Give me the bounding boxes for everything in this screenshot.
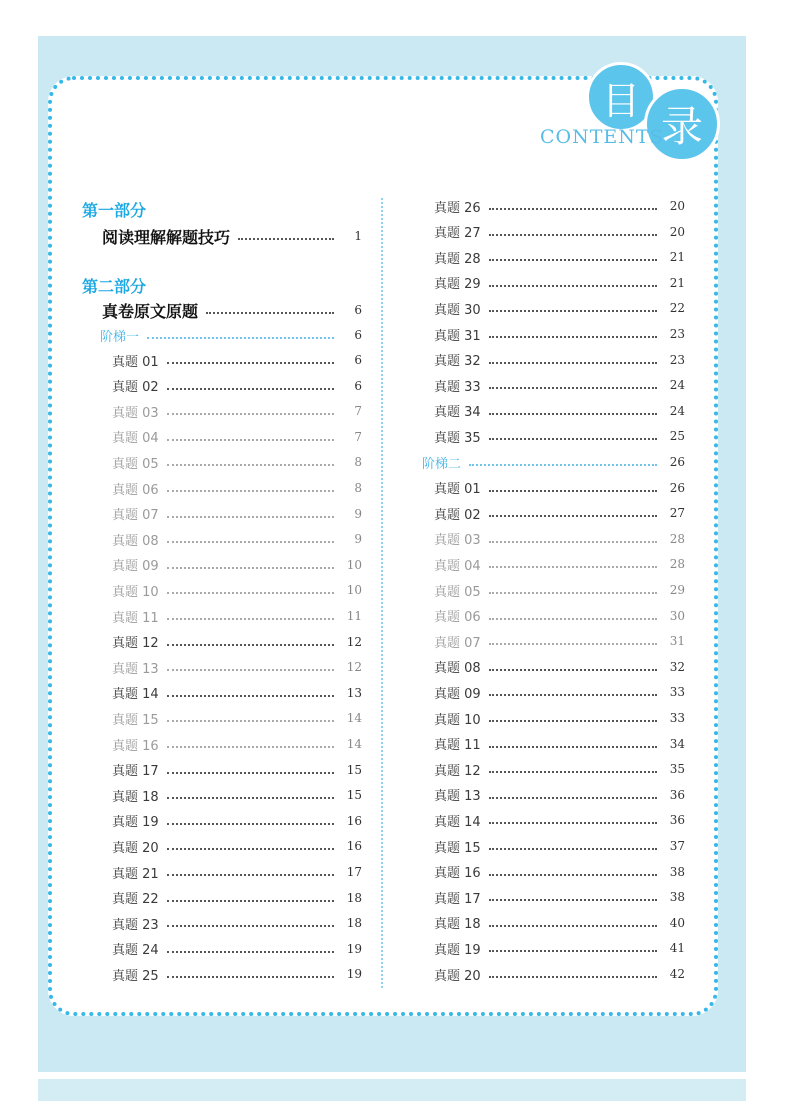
- toc-entry-page-number: 6: [354, 303, 362, 317]
- toc-entry-page-number: 34: [669, 736, 685, 751]
- dot-leader: [167, 490, 334, 492]
- toc-entry-label: 真题 15: [434, 840, 481, 856]
- dot-leader: [167, 644, 334, 646]
- toc-entry-page-number: 26: [669, 480, 685, 495]
- toc-entry-page-number: 12: [346, 634, 362, 649]
- toc-entry: [434, 222, 685, 242]
- toc-entry-page-number: 35: [669, 762, 685, 777]
- dot-leader: [238, 238, 334, 240]
- toc-entry-page-number: 36: [669, 787, 685, 802]
- dot-leader: [167, 439, 334, 441]
- toc-entry-page-number: 28: [669, 557, 685, 572]
- toc-entry: [434, 478, 685, 498]
- dot-leader: [489, 541, 657, 543]
- dot-leader: [489, 362, 657, 364]
- toc-entry: [434, 273, 685, 293]
- toc-entry: [434, 298, 685, 318]
- toc-entry: [434, 862, 685, 882]
- toc-entry: [434, 964, 685, 984]
- toc-entry: [434, 682, 685, 702]
- title-badge-mu: 目: [586, 62, 656, 132]
- column-divider: [381, 198, 383, 988]
- toc-entry-page-number: 42: [669, 967, 685, 981]
- toc-entry-label: 真题 35: [434, 430, 481, 446]
- toc-entry-label: 真题 02: [112, 380, 159, 396]
- toc-entry-label: 真题 30: [434, 302, 481, 318]
- dot-leader: [167, 567, 334, 569]
- dot-leader: [167, 464, 334, 466]
- dot-leader: [167, 925, 334, 927]
- toc-entry-page-number: 33: [669, 685, 685, 700]
- toc-entry-label: 真题 18: [112, 789, 159, 805]
- dot-leader: [489, 669, 657, 671]
- toc-entry-page-number: 22: [669, 301, 685, 316]
- toc-entry-label: 真卷原文原题: [102, 301, 199, 321]
- dot-leader: [147, 337, 334, 339]
- toc-entry-page-number: 11: [346, 609, 362, 623]
- toc-entry-label: 真题 03: [434, 533, 481, 549]
- toc-entry: [112, 376, 362, 396]
- toc-entry-label: 真题 12: [434, 763, 481, 779]
- dot-leader: [167, 413, 334, 415]
- dot-leader: [167, 772, 334, 774]
- toc-entry: [112, 760, 362, 780]
- dot-leader: [489, 336, 657, 338]
- dot-leader: [489, 925, 657, 927]
- toc-entry-label: 真题 01: [112, 354, 159, 370]
- toc-entry: [112, 683, 362, 703]
- toc-entry: [434, 836, 685, 856]
- toc-entry-label: 真题 24: [112, 943, 159, 959]
- toc-entry-label: 真题 19: [434, 942, 481, 958]
- dot-leader: [489, 592, 657, 594]
- toc-entry-page-number: 38: [669, 890, 685, 905]
- toc-entry-label: 真题 09: [112, 559, 159, 575]
- toc-entry-page-number: 20: [669, 224, 685, 239]
- toc-entry-page-number: 15: [346, 788, 362, 803]
- toc-entry-page-number: 1: [354, 229, 362, 243]
- toc-entry-label: 真题 27: [434, 226, 481, 242]
- toc-entry: [112, 811, 362, 831]
- dot-leader: [167, 516, 334, 518]
- toc-entry-page-number: 9: [354, 506, 362, 521]
- toc-entry: [434, 657, 685, 677]
- toc-entry-label: 真题 29: [434, 277, 481, 293]
- toc-entry-page-number: 37: [669, 839, 685, 853]
- toc-entry-label: 真题 10: [112, 584, 159, 600]
- toc-entry: [112, 862, 362, 882]
- toc-entry-label: 真题 04: [434, 558, 481, 574]
- toc-entry-label: 真题 26: [434, 200, 481, 216]
- dot-leader: [489, 515, 657, 517]
- toc-entry-page-number: 7: [354, 429, 362, 444]
- toc-entry: [434, 503, 685, 523]
- toc-entry-label: 真题 01: [434, 482, 481, 498]
- toc-entry-label: 真题 11: [112, 610, 159, 626]
- toc-entry-page-number: 10: [346, 583, 362, 598]
- toc-entry-page-number: 17: [346, 865, 362, 879]
- dot-leader: [167, 951, 334, 953]
- toc-entry: [112, 964, 362, 984]
- toc-entry: [434, 938, 685, 958]
- toc-entry-page-number: 28: [669, 531, 685, 546]
- toc-entry-label: 真题 15: [112, 712, 159, 728]
- toc-entry-page-number: 36: [669, 813, 685, 828]
- toc-entry-label: 真题 13: [112, 661, 159, 677]
- toc-entry: [434, 913, 685, 933]
- toc-entry: [434, 708, 685, 728]
- dot-leader: [489, 694, 657, 696]
- dot-leader: [489, 490, 657, 492]
- toc-entry: [112, 785, 362, 805]
- toc-entry-page-number: 19: [346, 941, 362, 956]
- toc-entry-label: 真题 16: [112, 738, 159, 754]
- toc-entry-label: 真题 14: [434, 814, 481, 830]
- dot-leader: [167, 900, 334, 902]
- toc-entry: [112, 657, 362, 677]
- dot-leader: [167, 388, 334, 390]
- dot-leader: [489, 771, 657, 773]
- toc-entry-page-number: 12: [346, 660, 362, 675]
- toc-entry-page-number: 29: [669, 583, 685, 597]
- dot-leader: [489, 208, 657, 210]
- toc-entry: [112, 632, 362, 652]
- dot-leader: [489, 234, 657, 236]
- toc-entry-page-number: 31: [669, 634, 685, 649]
- toc-entry: [112, 504, 362, 524]
- toc-entry-label: 真题 23: [112, 917, 159, 933]
- toc-entry-page-number: 24: [669, 378, 685, 393]
- toc-entry-page-number: 41: [669, 941, 685, 956]
- toc-entry-label: 真题 19: [112, 815, 159, 831]
- toc-entry-label: 真题 08: [112, 533, 159, 549]
- dot-leader: [167, 618, 334, 620]
- dot-leader: [489, 899, 657, 901]
- toc-entry: [112, 452, 362, 472]
- toc-entry: [434, 529, 685, 549]
- dot-leader: [167, 720, 334, 722]
- toc-entry-page-number: 13: [346, 685, 362, 700]
- toc-entry: [112, 888, 362, 908]
- dot-leader: [167, 874, 334, 876]
- dot-leader: [167, 848, 334, 850]
- toc-entry-page-number: 18: [346, 916, 362, 931]
- toc-entry: [102, 300, 362, 320]
- toc-entry-label: 真题 04: [112, 431, 159, 447]
- dot-leader: [206, 312, 334, 314]
- dot-leader: [489, 950, 657, 952]
- toc-entry-page-number: 33: [669, 711, 685, 725]
- dot-leader: [489, 822, 657, 824]
- toc-entry-label: 真题 18: [434, 917, 481, 933]
- part-one-title: 第一部分: [82, 201, 147, 220]
- title-badge-lu: 录: [644, 86, 720, 162]
- toc-entry-label: 真题 10: [434, 712, 481, 728]
- toc-entry-page-number: 23: [669, 352, 685, 367]
- dot-leader: [489, 976, 657, 978]
- toc-entry-page-number: 14: [346, 711, 362, 726]
- toc-entry-page-number: 15: [346, 762, 362, 777]
- toc-entry-label: 真题 21: [112, 866, 159, 882]
- toc-entry-label: 真题 03: [112, 405, 159, 421]
- toc-entry-label: 真题 20: [434, 968, 481, 984]
- dot-leader: [489, 310, 657, 312]
- toc-entry-page-number: 20: [669, 199, 685, 213]
- toc-entry: [434, 247, 685, 267]
- toc-entry-label: 真题 33: [434, 379, 481, 395]
- toc-entry-page-number: 19: [346, 967, 362, 982]
- toc-entry: [102, 226, 362, 246]
- toc-entry-page-number: 38: [669, 864, 685, 879]
- toc-entry-label: 真题 05: [112, 456, 159, 472]
- toc-entry: [434, 196, 685, 216]
- toc-entry: [100, 325, 362, 345]
- toc-entry-label: 真题 08: [434, 661, 481, 677]
- toc-entry: [434, 580, 685, 600]
- toc-entry-label: 真题 28: [434, 251, 481, 267]
- toc-entry: [112, 913, 362, 933]
- toc-entry: [434, 350, 685, 370]
- toc-entry: [434, 810, 685, 830]
- toc-entry-page-number: 7: [354, 404, 362, 419]
- toc-entry-page-number: 9: [354, 532, 362, 547]
- dot-leader: [489, 438, 657, 440]
- toc-entry-page-number: 40: [669, 915, 685, 930]
- dot-leader: [167, 541, 334, 543]
- dot-leader: [489, 746, 657, 748]
- toc-entry: [112, 580, 362, 600]
- toc-entry-label: 真题 02: [434, 507, 481, 523]
- dot-leader: [167, 362, 334, 364]
- toc-entry: [112, 427, 362, 447]
- toc-entry-page-number: 25: [669, 429, 685, 444]
- toc-entry: [112, 708, 362, 728]
- toc-entry-page-number: 16: [346, 813, 362, 828]
- toc-entry: [434, 887, 685, 907]
- dot-leader: [489, 566, 657, 568]
- toc-entry-label: 阶梯一: [100, 329, 140, 345]
- toc-entry: [112, 939, 362, 959]
- next-page-strip: [38, 1079, 746, 1101]
- toc-entry: [112, 555, 362, 575]
- toc-entry: [112, 350, 362, 370]
- dot-leader: [469, 464, 657, 466]
- toc-entry-label: 真题 17: [112, 764, 159, 780]
- dot-leader: [167, 823, 334, 825]
- toc-entry-label: 真题 32: [434, 354, 481, 370]
- toc-entry-label: 真题 06: [112, 482, 159, 498]
- toc-entry-label: 真题 34: [434, 405, 481, 421]
- toc-entry-label: 真题 09: [434, 686, 481, 702]
- toc-entry: [434, 785, 685, 805]
- toc-entry-page-number: 18: [346, 890, 362, 905]
- dot-leader: [167, 592, 334, 594]
- toc-entry-label: 真题 17: [434, 891, 481, 907]
- toc-entry: [422, 452, 685, 472]
- toc-entry-page-number: 6: [354, 378, 362, 393]
- toc-entry: [112, 401, 362, 421]
- toc-entry-page-number: 27: [669, 506, 685, 521]
- toc-entry: [434, 554, 685, 574]
- toc-entry-page-number: 16: [346, 839, 362, 854]
- toc-entry-label: 真题 20: [112, 840, 159, 856]
- toc-entry-label: 真题 12: [112, 636, 159, 652]
- toc-entry-label: 阶梯二: [422, 456, 462, 472]
- toc-entry: [112, 836, 362, 856]
- dot-leader: [167, 976, 334, 978]
- toc-entry-label: 阅读理解解题技巧: [102, 227, 231, 247]
- contents-heading: CONTENTS: [540, 126, 664, 148]
- toc-entry-page-number: 23: [669, 327, 685, 341]
- toc-entry-page-number: 14: [346, 737, 362, 751]
- toc-entry: [112, 606, 362, 626]
- toc-entry-page-number: 30: [669, 608, 685, 623]
- toc-entry-page-number: 21: [669, 250, 685, 265]
- dot-leader: [489, 618, 657, 620]
- toc-entry-label: 真题 05: [434, 584, 481, 600]
- toc-entry-page-number: 32: [669, 659, 685, 674]
- toc-entry-label: 真题 11: [434, 738, 481, 754]
- toc-entry: [112, 478, 362, 498]
- toc-entry-page-number: 24: [669, 403, 685, 418]
- toc-entry-page-number: 10: [346, 557, 362, 572]
- toc-entry-label: 真题 31: [434, 328, 481, 344]
- dot-leader: [489, 643, 657, 645]
- toc-entry-label: 真题 14: [112, 687, 159, 703]
- dot-leader: [489, 259, 657, 261]
- dot-leader: [489, 720, 657, 722]
- toc-entry-label: 真题 06: [434, 610, 481, 626]
- toc-entry-page-number: 21: [669, 275, 685, 290]
- toc-entry: [434, 375, 685, 395]
- dot-leader: [167, 746, 334, 748]
- toc-entry: [434, 324, 685, 344]
- dot-leader: [167, 695, 334, 697]
- toc-entry: [434, 426, 685, 446]
- dot-leader: [167, 669, 334, 671]
- dot-leader: [489, 874, 657, 876]
- toc-entry-page-number: 26: [669, 455, 685, 469]
- toc-entry: [434, 606, 685, 626]
- toc-entry-page-number: 6: [354, 353, 362, 367]
- toc-entry-label: 真题 07: [434, 635, 481, 651]
- toc-entry: [434, 734, 685, 754]
- toc-entry-label: 真题 16: [434, 866, 481, 882]
- toc-entry-page-number: 6: [354, 328, 362, 342]
- toc-entry: [434, 401, 685, 421]
- toc-entry-label: 真题 22: [112, 892, 159, 908]
- dot-leader: [489, 413, 657, 415]
- toc-entry-page-number: 8: [354, 481, 362, 495]
- toc-entry-page-number: 8: [354, 455, 362, 470]
- toc-entry: [112, 734, 362, 754]
- dot-leader: [489, 797, 657, 799]
- dot-leader: [167, 797, 334, 799]
- toc-entry-label: 真题 25: [112, 968, 159, 984]
- toc-entry: [112, 529, 362, 549]
- dot-leader: [489, 848, 657, 850]
- toc-entry-label: 真题 13: [434, 789, 481, 805]
- dot-leader: [489, 285, 657, 287]
- toc-entry: [434, 631, 685, 651]
- toc-entry-label: 真题 07: [112, 508, 159, 524]
- toc-entry: [434, 759, 685, 779]
- part-two-title: 第二部分: [82, 277, 147, 296]
- dot-leader: [489, 387, 657, 389]
